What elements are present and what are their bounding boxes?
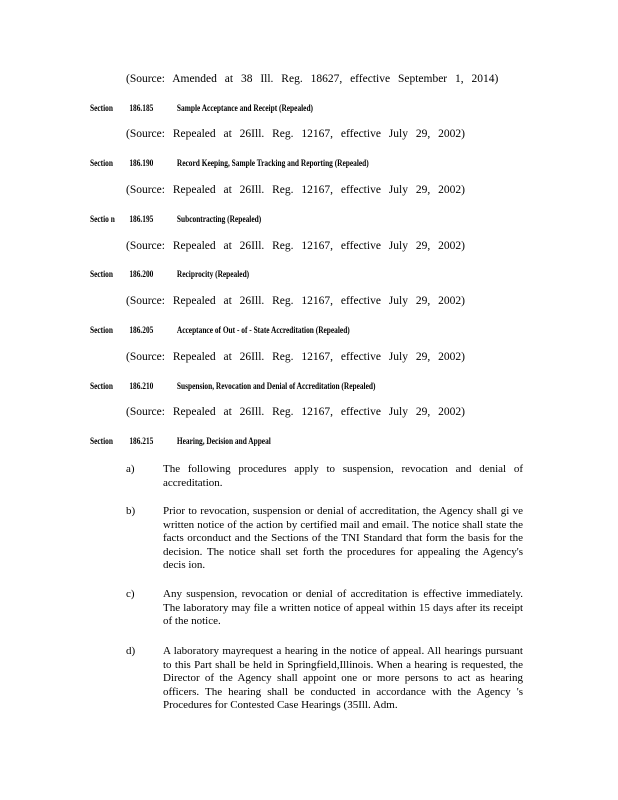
section-title: Acceptance of Out - of - State Accreditation (Repealed) bbox=[176, 325, 350, 335]
section-label: Sectio n bbox=[90, 214, 115, 224]
source-note-186-205: (Source: Repealed at 26Ill. Reg. 12167, effective July 29, 2002) bbox=[126, 351, 465, 363]
source-note-186-180: (Source: Amended at 38 Ill. Reg. 18627, effective September 1, 2014) bbox=[126, 73, 499, 85]
section-number: 186.210 bbox=[129, 381, 154, 391]
source-note-186-200: (Source: Repealed at 26Ill. Reg. 12167, effective July 29, 2002) bbox=[126, 295, 465, 307]
section-title: Subcontracting (Repealed) bbox=[176, 214, 262, 224]
section-title: Record Keeping, Sample Tracking and Reporting (Repealed) bbox=[176, 158, 369, 168]
source-note-186-195: (Source: Repealed at 26Ill. Reg. 12167, effective July 29, 2002) bbox=[126, 240, 465, 252]
list-item-letter: b) bbox=[126, 505, 136, 517]
source-note-186-210: (Source: Repealed at 26Ill. Reg. 12167, effective July 29, 2002) bbox=[126, 406, 465, 418]
section-title: Reciprocity (Repealed) bbox=[176, 269, 250, 279]
section-label: Section bbox=[90, 325, 113, 335]
section-heading-186-200 bbox=[90, 269, 249, 279]
source-note-186-185: (Source: Repealed at 26Ill. Reg. 12167, effective July 29, 2002) bbox=[126, 128, 465, 140]
section-title: Sample Acceptance and Receipt (Repealed) bbox=[176, 103, 314, 113]
list-item-letter: c) bbox=[126, 588, 135, 600]
section-title: Hearing, Decision and Appeal bbox=[176, 436, 271, 446]
section-number: 186.200 bbox=[129, 269, 154, 279]
section-heading-186-210 bbox=[90, 381, 375, 391]
section-label: Section bbox=[90, 436, 113, 446]
list-item-text: A laboratory mayrequest a hearing in the notice of appeal. All hearings pursuant to this Part shall be held in Springfield,Illinois. When a hearing is requested, the Director of the Agency shall appoint one or more persons to act as hearing officers. The hearing shall be conducted in accordance with the Agency 's Procedures for Contested Case Hearings (35Ill. Adm. bbox=[163, 645, 523, 711]
section-label: Section bbox=[90, 103, 113, 113]
section-heading-186-215 bbox=[90, 436, 271, 446]
list-item-letter: d) bbox=[126, 645, 136, 657]
section-label: Section bbox=[90, 158, 113, 168]
section-number: 186.190 bbox=[129, 158, 154, 168]
section-label: Section bbox=[90, 381, 113, 391]
list-item-text: The following procedures apply to suspension, revocation and denial of accreditation. bbox=[163, 463, 523, 489]
section-heading-186-195 bbox=[90, 214, 261, 224]
source-note-186-190: (Source: Repealed at 26Ill. Reg. 12167, effective July 29, 2002) bbox=[126, 184, 465, 196]
list-item-letter: a) bbox=[126, 463, 135, 475]
section-number: 186.215 bbox=[129, 436, 154, 446]
list-item-text: Prior to revocation, suspension or denial of accreditation, the Agency shall gi ve written notice of the action by certified mail and email. The notice shall state the facts orconduct and the Sections of the TNI Standard that form the basis for the decision. The notice shall set forth the procedures for appealing the Agency's decis ion. bbox=[163, 505, 523, 571]
section-heading-186-190 bbox=[90, 158, 369, 168]
section-number: 186.195 bbox=[129, 214, 154, 224]
section-heading-186-205 bbox=[90, 325, 350, 335]
list-item-text: Any suspension, revocation or denial of accreditation is effective immediately. The laboratory may file a written notice of appeal within 15 days after its receipt of the notice. bbox=[163, 588, 523, 627]
section-number: 186.185 bbox=[129, 103, 154, 113]
section-number: 186.205 bbox=[129, 325, 154, 335]
section-title: Suspension, Revocation and Denial of Accreditation (Repealed) bbox=[176, 381, 376, 391]
section-heading-186-185 bbox=[90, 103, 313, 113]
section-label: Section bbox=[90, 269, 113, 279]
